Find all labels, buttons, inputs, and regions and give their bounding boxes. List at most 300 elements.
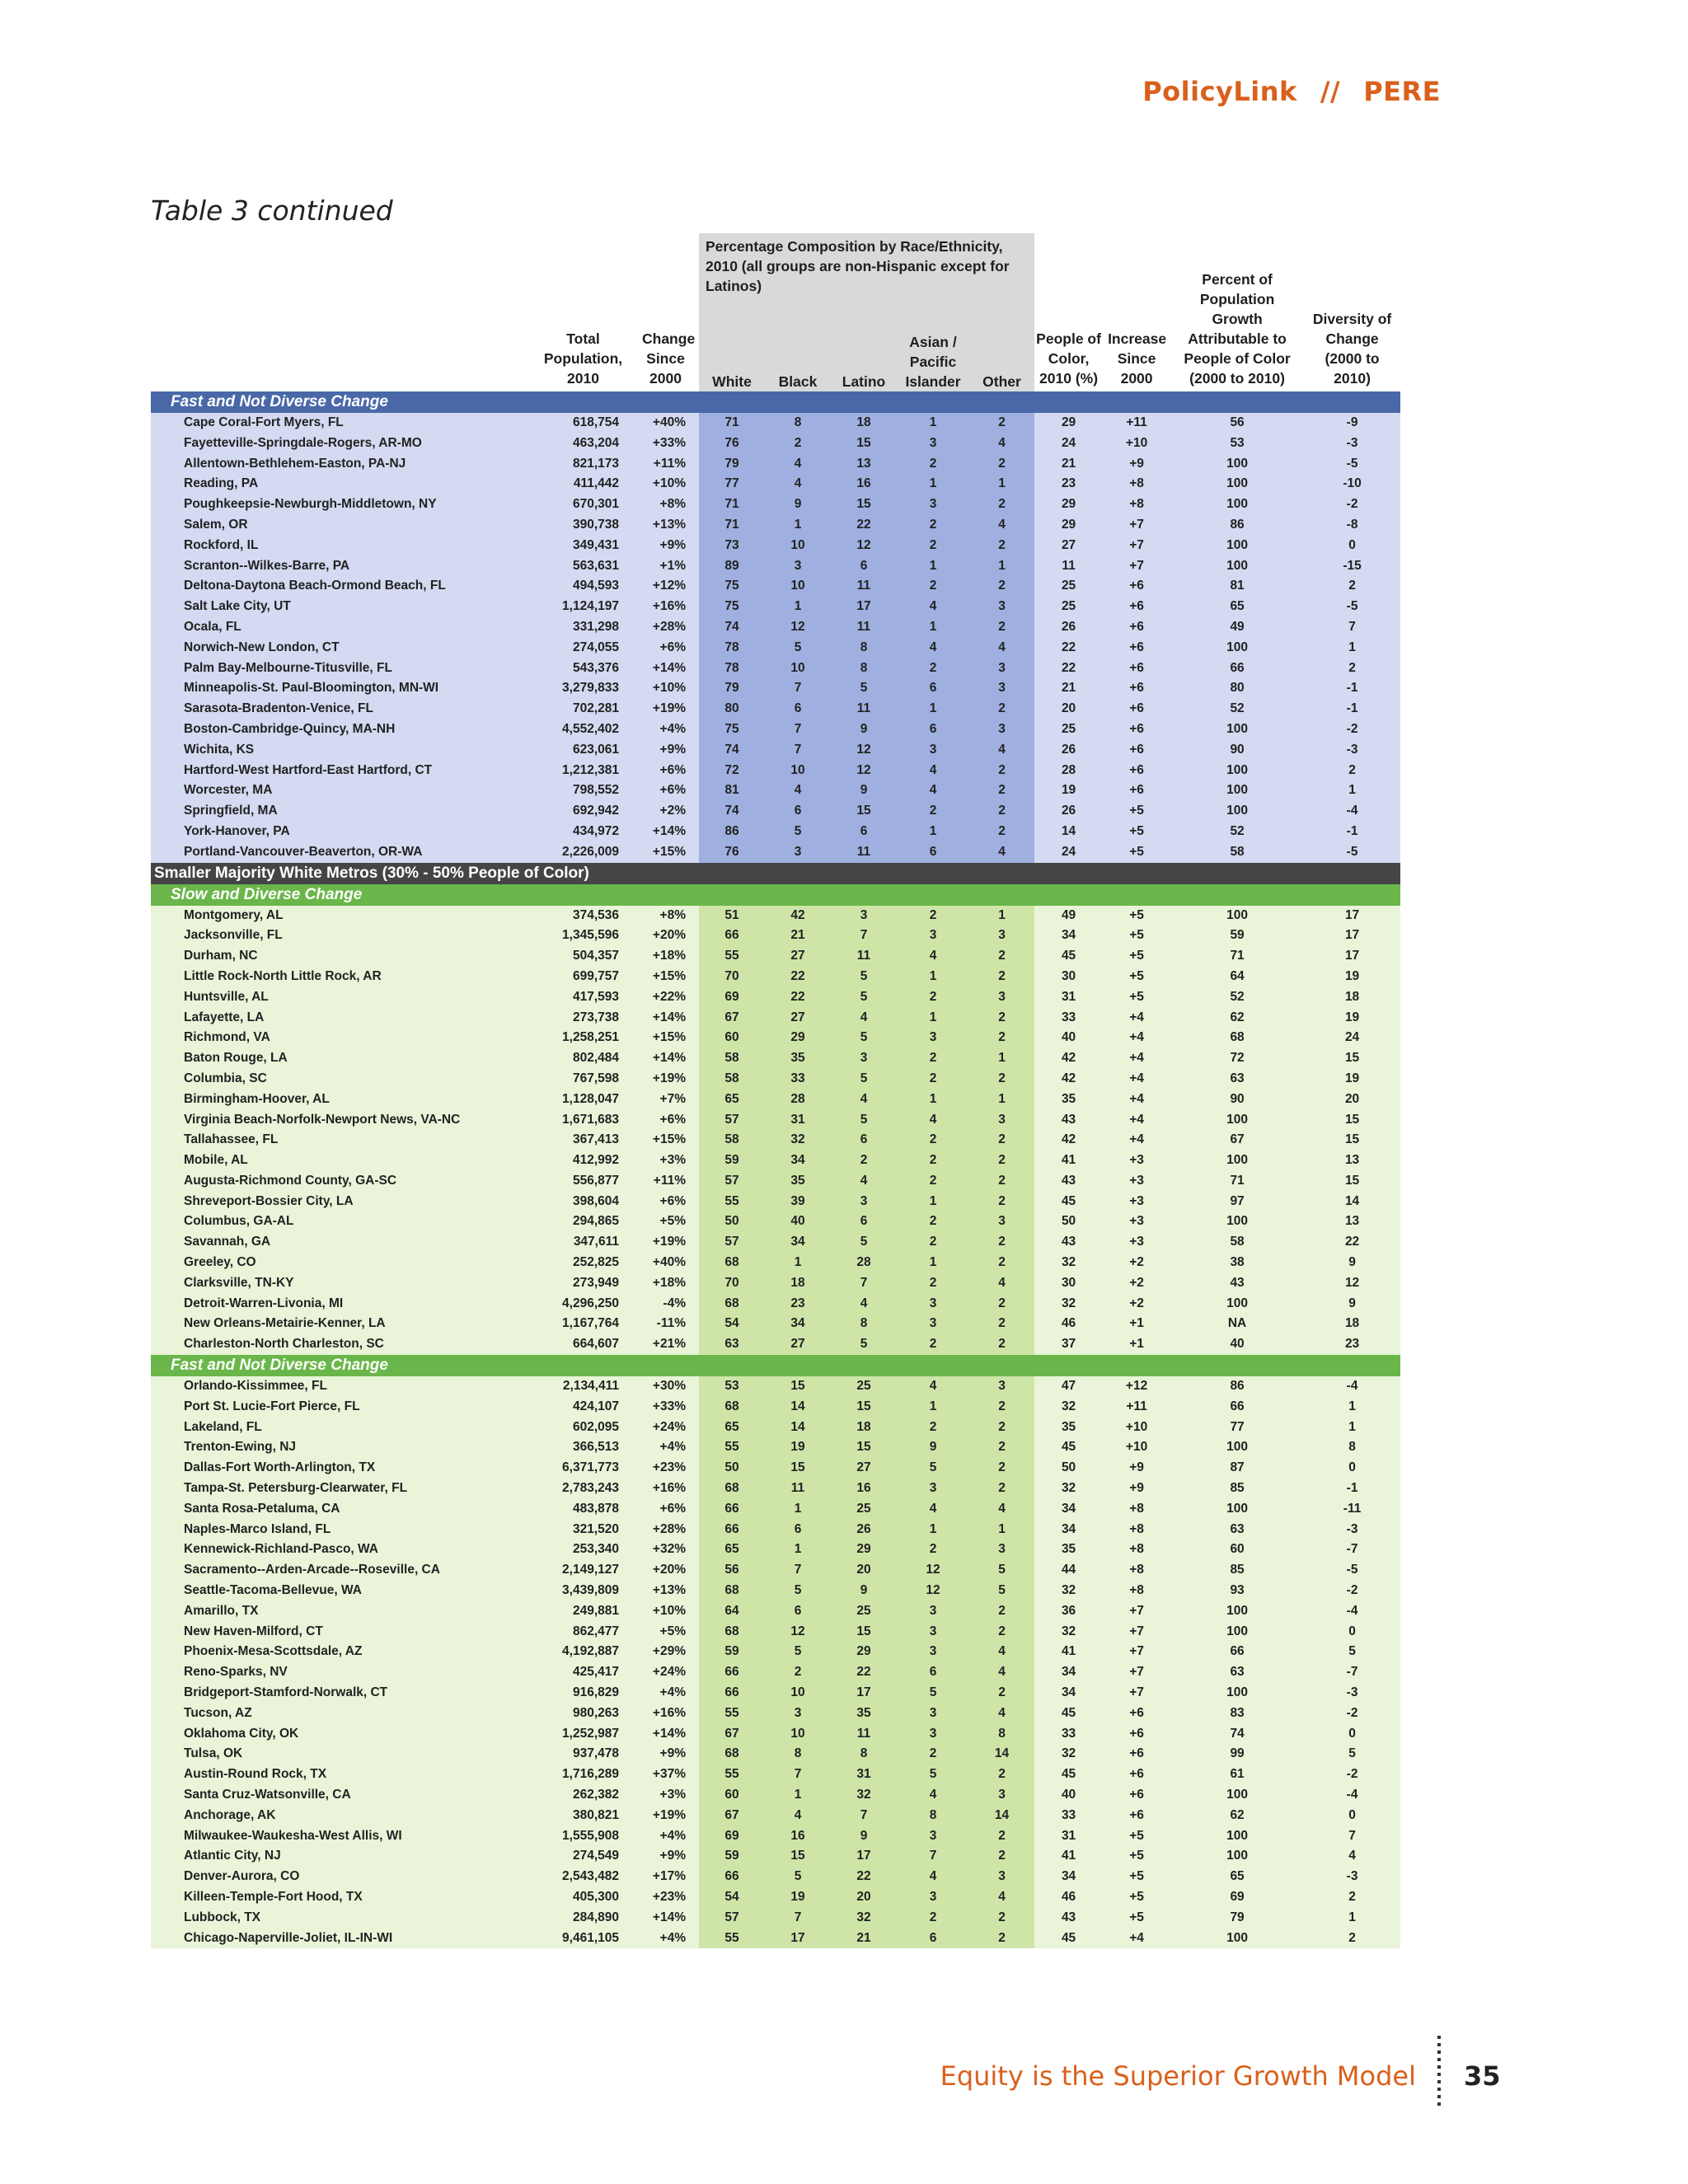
table-cell: 31 <box>831 1765 897 1785</box>
table-cell: Amarillo, TX <box>151 1601 534 1622</box>
table-cell: 2 <box>897 1151 969 1171</box>
table-row <box>151 536 1400 556</box>
table-cell: 2 <box>969 822 1034 842</box>
table-cell: +5 <box>1103 1908 1170 1929</box>
table-cell: 58 <box>699 1130 765 1151</box>
table-cell: 3 <box>897 1601 969 1622</box>
table-cell: -1 <box>1304 1479 1400 1499</box>
table-cell: 417,593 <box>534 987 632 1008</box>
table-cell: 802,484 <box>534 1048 632 1069</box>
table-cell: 63 <box>1170 1662 1304 1683</box>
table-cell: +7 <box>1103 556 1170 577</box>
table-cell: +6 <box>1103 1744 1170 1765</box>
table-cell: 1 <box>765 515 831 536</box>
table-cell: 63 <box>1170 1520 1304 1540</box>
table-cell: 19 <box>1304 1008 1400 1029</box>
section-label: Slow and Diverse Change <box>151 884 1400 906</box>
table-row <box>151 1334 1400 1355</box>
table-cell: +6 <box>1103 576 1170 597</box>
table-cell: +3% <box>632 1151 699 1171</box>
table-row <box>151 1253 1400 1273</box>
table-cell: 767,598 <box>534 1069 632 1090</box>
table-cell: +5 <box>1103 1887 1170 1908</box>
table-cell: 58 <box>1170 842 1304 863</box>
table-cell: +3 <box>1103 1232 1170 1253</box>
table-cell: 35 <box>765 1171 831 1192</box>
table-cell: 5 <box>897 1683 969 1704</box>
table-cell: 68 <box>699 1479 765 1499</box>
table-cell: Norwich-New London, CT <box>151 638 534 658</box>
table-cell: 100 <box>1170 556 1304 577</box>
table-cell: 100 <box>1170 801 1304 822</box>
table-cell: 2 <box>969 946 1034 967</box>
table-cell: 412,992 <box>534 1151 632 1171</box>
table-cell: 79 <box>699 454 765 475</box>
table-cell: 34 <box>1034 1867 1103 1887</box>
table-cell: 3 <box>897 434 969 454</box>
table-cell: 2 <box>969 1397 1034 1418</box>
table-cell: 2 <box>969 1171 1034 1192</box>
table-cell: +15% <box>632 1130 699 1151</box>
table-cell: 69 <box>1170 1887 1304 1908</box>
table-cell: +9 <box>1103 1458 1170 1479</box>
table-cell: 71 <box>1170 946 1304 967</box>
table-cell: 6,371,773 <box>534 1458 632 1479</box>
table-cell: 15 <box>831 1622 897 1643</box>
table-cell: 3 <box>969 719 1034 740</box>
table-cell: Columbia, SC <box>151 1069 534 1090</box>
table-cell: 100 <box>1170 1929 1304 1949</box>
table-cell: 55 <box>699 1437 765 1458</box>
table-cell: 35 <box>1034 1090 1103 1110</box>
table-cell: 25 <box>831 1499 897 1520</box>
table-cell: 4,552,402 <box>534 719 632 740</box>
table-cell: 1,555,908 <box>534 1826 632 1847</box>
table-cell: 2 <box>969 699 1034 719</box>
table-cell: 2 <box>969 1334 1034 1355</box>
table-cell: 22 <box>765 987 831 1008</box>
table-cell: 262,382 <box>534 1785 632 1806</box>
table-cell: 2 <box>1304 576 1400 597</box>
table-cell: 32 <box>765 1130 831 1151</box>
table-cell: +20% <box>632 1560 699 1581</box>
table-cell: Birmingham-Hoover, AL <box>151 1090 534 1110</box>
table-cell: 15 <box>1304 1110 1400 1131</box>
table-cell: 93 <box>1170 1581 1304 1601</box>
table-cell: 5 <box>1304 1642 1400 1662</box>
table-cell: 60 <box>699 1785 765 1806</box>
table-cell: 3 <box>969 658 1034 679</box>
table-cell: 11 <box>831 1724 897 1745</box>
table-cell: 3 <box>765 842 831 863</box>
table-row <box>151 1069 1400 1090</box>
table-cell: 5 <box>831 987 897 1008</box>
table-cell: 1 <box>765 1253 831 1273</box>
table-cell: 5 <box>897 1458 969 1479</box>
table-cell: 28 <box>1034 761 1103 781</box>
table-row <box>151 1171 1400 1192</box>
table-cell: +5 <box>1103 926 1170 946</box>
table-cell: 57 <box>699 1232 765 1253</box>
table-row <box>151 1724 1400 1745</box>
table-cell: 4 <box>897 761 969 781</box>
table-row <box>151 1048 1400 1069</box>
table-cell: 17 <box>1304 906 1400 926</box>
table-cell: 97 <box>1170 1192 1304 1212</box>
table-cell: 4 <box>831 1008 897 1029</box>
table-cell: +4% <box>632 1826 699 1847</box>
table-row <box>151 494 1400 515</box>
table-cell: 25 <box>831 1376 897 1397</box>
table-cell: 2 <box>897 536 969 556</box>
table-cell: Savannah, GA <box>151 1232 534 1253</box>
table-cell: 29 <box>831 1642 897 1662</box>
table-row <box>151 1499 1400 1520</box>
table-cell: +22% <box>632 987 699 1008</box>
table-cell: 100 <box>1170 1499 1304 1520</box>
section-header <box>151 863 1400 884</box>
table-cell: 294,865 <box>534 1212 632 1232</box>
table-cell: +6 <box>1103 719 1170 740</box>
table-cell: 5 <box>969 1581 1034 1601</box>
table-cell: 41 <box>1034 1846 1103 1867</box>
table-cell: -3 <box>1304 1867 1400 1887</box>
table-row <box>151 1908 1400 1929</box>
table-cell: 85 <box>1170 1479 1304 1499</box>
table-cell: 8 <box>897 1806 969 1826</box>
table-cell: 68 <box>699 1581 765 1601</box>
table-cell: 4 <box>831 1171 897 1192</box>
table-row <box>151 1744 1400 1765</box>
table-cell: 6 <box>897 1662 969 1683</box>
table-cell: 27 <box>765 1334 831 1355</box>
table-cell: 692,942 <box>534 801 632 822</box>
table-row <box>151 638 1400 658</box>
table-cell: 1 <box>1304 638 1400 658</box>
table-cell: Baton Rouge, LA <box>151 1048 534 1069</box>
table-cell: 14 <box>1304 1192 1400 1212</box>
table-cell: 2 <box>897 1273 969 1294</box>
table-cell: 3 <box>897 740 969 761</box>
table-cell: 4,296,250 <box>534 1294 632 1315</box>
table-cell: -2 <box>1304 1704 1400 1724</box>
table-cell: -4% <box>632 1294 699 1315</box>
table-cell: Durham, NC <box>151 946 534 967</box>
table-cell: 9 <box>831 780 897 801</box>
table-cell: 1 <box>969 474 1034 494</box>
table-cell: 12 <box>831 536 897 556</box>
table-cell: 20 <box>831 1560 897 1581</box>
table-cell: Ocala, FL <box>151 617 534 638</box>
table-cell: 2 <box>969 1232 1034 1253</box>
table-cell: Allentown-Bethlehem-Easton, PA-NJ <box>151 454 534 475</box>
table-cell: 77 <box>1170 1418 1304 1438</box>
table-cell: 42 <box>1034 1069 1103 1090</box>
table-cell: 100 <box>1170 1826 1304 1847</box>
table-cell: 2 <box>897 1171 969 1192</box>
table-cell: 55 <box>699 1192 765 1212</box>
table-row <box>151 967 1400 987</box>
table-cell: 4 <box>765 780 831 801</box>
table-cell: 32 <box>831 1785 897 1806</box>
table-cell: +6 <box>1103 1704 1170 1724</box>
table-cell: 15 <box>1304 1171 1400 1192</box>
table-cell: 45 <box>1034 946 1103 967</box>
table-cell: 5 <box>765 822 831 842</box>
brand-pere: PERE <box>1363 76 1441 107</box>
table-row <box>151 1397 1400 1418</box>
table-cell: -3 <box>1304 740 1400 761</box>
table-cell: +1 <box>1103 1314 1170 1334</box>
table-cell: 76 <box>699 434 765 454</box>
table-cell: 5 <box>831 967 897 987</box>
table-row <box>151 1232 1400 1253</box>
table-cell: 16 <box>831 474 897 494</box>
table-cell: 4 <box>969 1662 1034 1683</box>
table-row <box>151 1622 1400 1643</box>
table-cell: -5 <box>1304 454 1400 475</box>
table-cell: 2 <box>897 906 969 926</box>
table-cell: 100 <box>1170 638 1304 658</box>
table-cell: 15 <box>831 1397 897 1418</box>
table-cell: 4 <box>969 1887 1034 1908</box>
table-cell: +21% <box>632 1334 699 1355</box>
table-cell: 0 <box>1304 1724 1400 1745</box>
table-cell: +9% <box>632 1846 699 1867</box>
table-row <box>151 1294 1400 1315</box>
table-cell: 2 <box>969 1130 1034 1151</box>
table-cell: +8 <box>1103 1540 1170 1560</box>
table-cell: 2 <box>897 454 969 475</box>
table-cell: 13 <box>1304 1212 1400 1232</box>
table-cell: 6 <box>765 1601 831 1622</box>
table-cell: +10 <box>1103 1437 1170 1458</box>
col-diversity-of-change: Diversity of Change (2000 to 2010) <box>1312 311 1392 387</box>
table-cell: 5 <box>765 638 831 658</box>
table-cell: +2 <box>1103 1273 1170 1294</box>
table-cell: Chicago-Naperville-Joliet, IL-IN-WI <box>151 1929 534 1949</box>
table-cell: 24 <box>1034 842 1103 863</box>
table-row <box>151 1314 1400 1334</box>
table-cell: 2 <box>969 967 1034 987</box>
table-cell: 15 <box>831 494 897 515</box>
table-cell: 15 <box>765 1458 831 1479</box>
table-row <box>151 1846 1400 1867</box>
table-cell: Charleston-North Charleston, SC <box>151 1334 534 1355</box>
table-cell: 5 <box>765 1867 831 1887</box>
table-cell: 59 <box>699 1642 765 1662</box>
table-cell: 1 <box>897 1253 969 1273</box>
table-cell: 50 <box>699 1212 765 1232</box>
table-cell: 1,128,047 <box>534 1090 632 1110</box>
table-cell: -10 <box>1304 474 1400 494</box>
table-cell: Reno-Sparks, NV <box>151 1662 534 1683</box>
table-cell: 2 <box>969 1683 1034 1704</box>
table-cell: 7 <box>897 1846 969 1867</box>
table-cell: +6 <box>1103 699 1170 719</box>
table-cell: 34 <box>1034 1662 1103 1683</box>
table-cell: 43 <box>1034 1232 1103 1253</box>
table-cell: 39 <box>765 1192 831 1212</box>
table-cell: 76 <box>699 842 765 863</box>
table-cell: 54 <box>699 1314 765 1334</box>
table-cell: 7 <box>765 678 831 699</box>
table-cell: 664,607 <box>534 1334 632 1355</box>
table-cell: 2 <box>897 658 969 679</box>
table-cell: 3 <box>897 494 969 515</box>
table-cell: 3 <box>897 1704 969 1724</box>
table-cell: +6 <box>1103 678 1170 699</box>
table-cell: +29% <box>632 1642 699 1662</box>
table-cell: +14% <box>632 1908 699 1929</box>
table-cell: 7 <box>765 740 831 761</box>
table-cell: 66 <box>1170 1397 1304 1418</box>
table-cell: 67 <box>1170 1130 1304 1151</box>
table-row <box>151 1212 1400 1232</box>
table-cell: 2 <box>969 1479 1034 1499</box>
table-cell: 100 <box>1170 1601 1304 1622</box>
table-cell: 23 <box>1304 1334 1400 1355</box>
table-cell: 3 <box>831 1048 897 1069</box>
table-cell: Tulsa, OK <box>151 1744 534 1765</box>
table-body <box>151 391 1400 1948</box>
table-cell: 73 <box>699 536 765 556</box>
table-cell: +5 <box>1103 1826 1170 1847</box>
table-cell: 5 <box>831 1232 897 1253</box>
table-cell: 26 <box>1034 740 1103 761</box>
table-cell: 2 <box>897 1048 969 1069</box>
table-cell: 16 <box>765 1826 831 1847</box>
table-cell: +28% <box>632 1520 699 1540</box>
table-cell: Mobile, AL <box>151 1151 534 1171</box>
col-total-population: Total Population, 2010 <box>543 330 623 387</box>
table-cell: 55 <box>699 1929 765 1949</box>
table-cell: 66 <box>699 926 765 946</box>
table-cell: 5 <box>765 1642 831 1662</box>
table-cell: 7 <box>765 719 831 740</box>
table-cell: +13% <box>632 515 699 536</box>
table-row <box>151 842 1400 863</box>
table-cell: Jacksonville, FL <box>151 926 534 946</box>
table-cell: 2 <box>969 1069 1034 1090</box>
table-cell: 2 <box>969 1846 1034 1867</box>
table-cell: 17 <box>831 1846 897 1867</box>
table-cell: 3 <box>897 1028 969 1048</box>
table-cell: 3 <box>831 906 897 926</box>
table-cell: +1 <box>1103 1334 1170 1355</box>
table-cell: Lakeland, FL <box>151 1418 534 1438</box>
table-row <box>151 413 1400 434</box>
table-cell: 12 <box>897 1581 969 1601</box>
table-cell: 821,173 <box>534 454 632 475</box>
table-cell: 563,631 <box>534 556 632 577</box>
table-cell: 2 <box>969 1437 1034 1458</box>
table-cell: 44 <box>1034 1560 1103 1581</box>
table-cell: -4 <box>1304 1376 1400 1397</box>
table-cell: 1 <box>765 597 831 617</box>
table-cell: +32% <box>632 1540 699 1560</box>
table-cell: +10% <box>632 678 699 699</box>
table-cell: 3,279,833 <box>534 678 632 699</box>
table-cell: 3 <box>897 1724 969 1745</box>
table-cell: 27 <box>1034 536 1103 556</box>
table-cell: 4 <box>897 780 969 801</box>
table-cell: +6% <box>632 761 699 781</box>
table-cell: 46 <box>1034 1887 1103 1908</box>
table-cell: 100 <box>1170 494 1304 515</box>
table-cell: +4 <box>1103 1008 1170 1029</box>
table-cell: 71 <box>1170 1171 1304 1192</box>
table-cell: +5 <box>1103 822 1170 842</box>
table-cell: 1 <box>1304 1397 1400 1418</box>
table-cell: 3 <box>897 926 969 946</box>
table-cell: +16% <box>632 597 699 617</box>
table-cell: +7 <box>1103 515 1170 536</box>
table-cell: 6 <box>765 801 831 822</box>
table-cell: 3 <box>969 597 1034 617</box>
table-cell: Phoenix-Mesa-Scottsdale, AZ <box>151 1642 534 1662</box>
table-cell: 29 <box>1034 515 1103 536</box>
table-cell: 8 <box>765 413 831 434</box>
table-cell: 24 <box>1034 434 1103 454</box>
table-cell: -2 <box>1304 719 1400 740</box>
table-cell: 11 <box>831 617 897 638</box>
table-cell: +3 <box>1103 1192 1170 1212</box>
table-cell: 32 <box>1034 1479 1103 1499</box>
table-cell: 2 <box>969 1458 1034 1479</box>
table-cell: +11 <box>1103 413 1170 434</box>
table-cell: 59 <box>699 1151 765 1171</box>
table-cell: +1% <box>632 556 699 577</box>
table-cell: 33 <box>1034 1008 1103 1029</box>
table-cell: -11 <box>1304 1499 1400 1520</box>
table-cell: 2 <box>765 1662 831 1683</box>
table-cell: 7 <box>765 1908 831 1929</box>
table-row <box>151 699 1400 719</box>
table-cell: +6% <box>632 780 699 801</box>
table-cell: 36 <box>1034 1601 1103 1622</box>
table-cell: -15 <box>1304 556 1400 577</box>
table-cell: 4 <box>969 842 1034 863</box>
table-cell: 16 <box>831 1479 897 1499</box>
table-cell: 52 <box>1170 987 1304 1008</box>
table-cell: 53 <box>1170 434 1304 454</box>
footer-dotted-divider <box>1437 2036 1441 2110</box>
table-cell: 43 <box>1034 1171 1103 1192</box>
table-cell: +14% <box>632 1048 699 1069</box>
table-cell: 390,738 <box>534 515 632 536</box>
table-cell: 23 <box>1034 474 1103 494</box>
table-cell: 74 <box>699 801 765 822</box>
table-cell: 2 <box>897 1334 969 1355</box>
table-cell: +40% <box>632 413 699 434</box>
table-cell: 62 <box>1170 1806 1304 1826</box>
table-cell: +15% <box>632 1028 699 1048</box>
table-cell: 24 <box>1304 1028 1400 1048</box>
table-cell: 26 <box>831 1520 897 1540</box>
table-cell: Augusta-Richmond County, GA-SC <box>151 1171 534 1192</box>
table-cell: 38 <box>1170 1253 1304 1273</box>
table-cell: 41 <box>1034 1642 1103 1662</box>
table-cell: Orlando-Kissimmee, FL <box>151 1376 534 1397</box>
table-cell: 18 <box>765 1273 831 1294</box>
table-cell: 1 <box>897 699 969 719</box>
table-cell: 602,095 <box>534 1418 632 1438</box>
table-cell: Tucson, AZ <box>151 1704 534 1724</box>
table-cell: Worcester, MA <box>151 780 534 801</box>
table-cell: 31 <box>1034 987 1103 1008</box>
table-cell: 4 <box>969 1704 1034 1724</box>
